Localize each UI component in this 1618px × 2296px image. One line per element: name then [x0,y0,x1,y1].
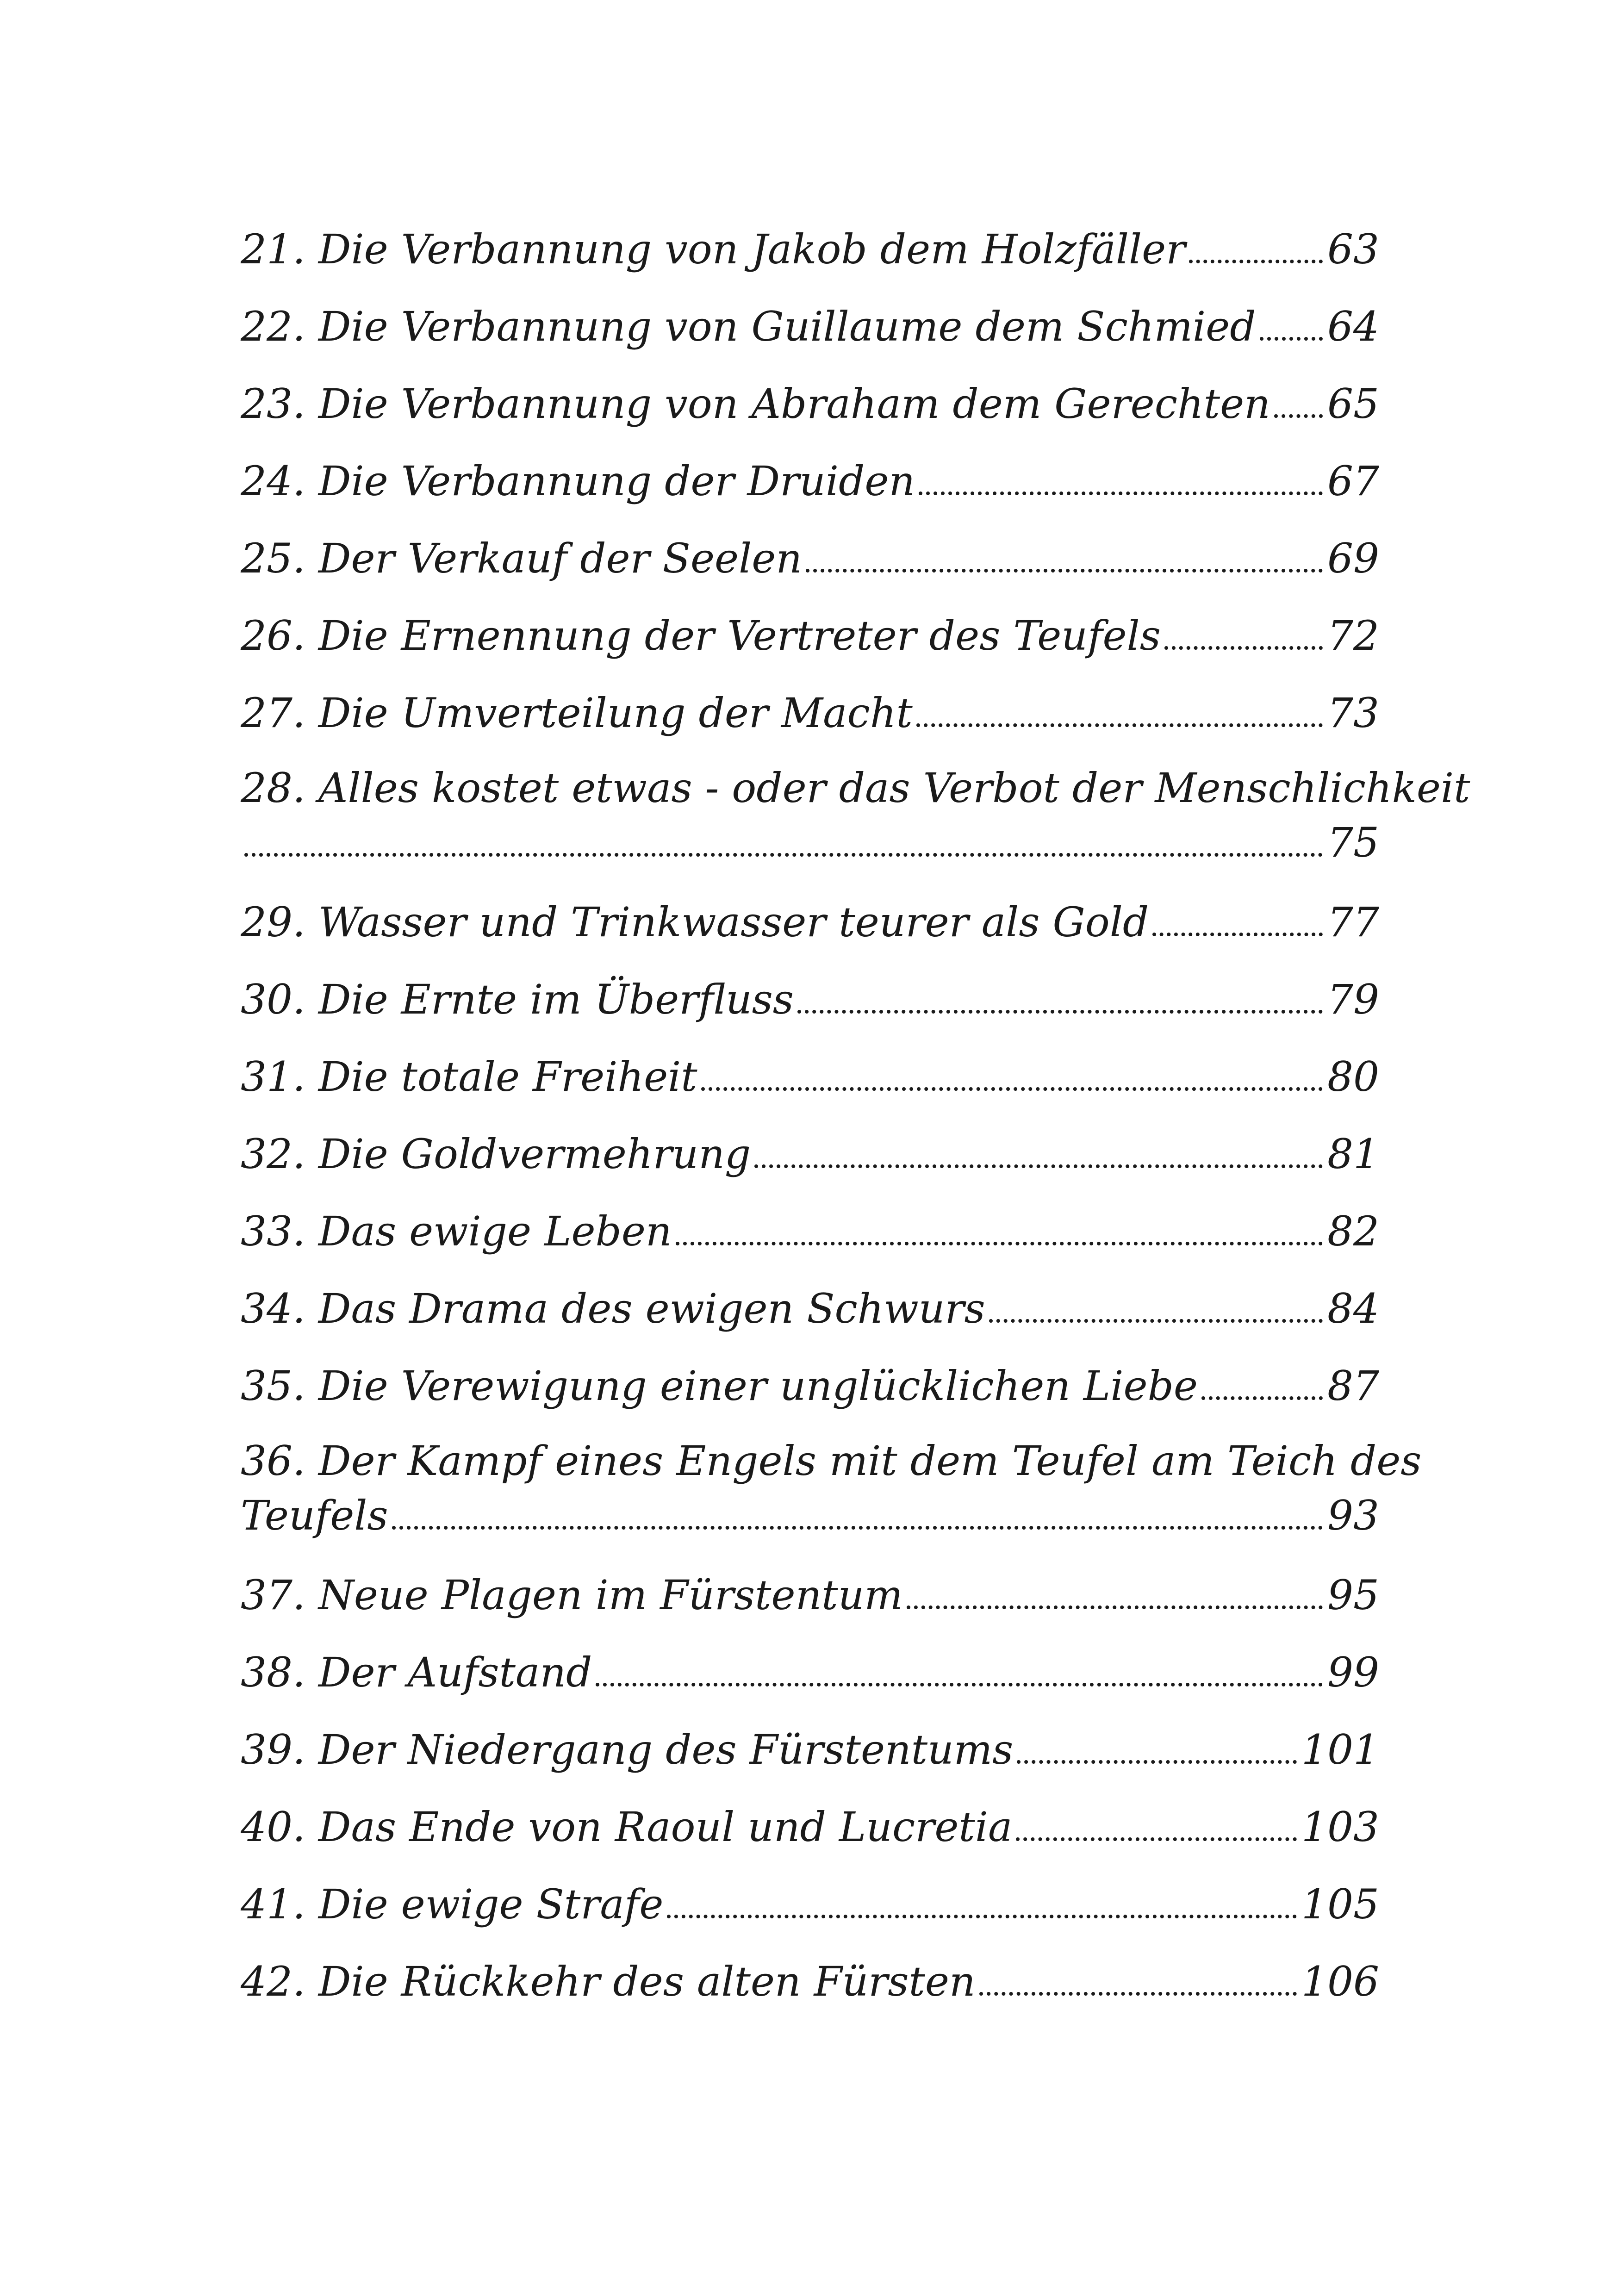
toc-entry-title: 25. Der Verkauf der Seelen [241,535,803,582]
toc-entry-title: 31. Die totale Freiheit [241,1053,697,1101]
dot-leader [979,1992,1297,1996]
toc-entry-page: 82 [1327,1207,1379,1255]
toc-entry-title: 40. Das Ende von Raoul und Lucretia [241,1803,1013,1851]
toc-entry-title: 36. Der Kampf eines Engels mit dem Teufel am Teich des [241,1437,1422,1485]
toc-entry-title: 21. Die Verbannung von Jakob dem Holzfäller [241,225,1186,273]
toc-entry-page: 75 [1327,819,1379,866]
toc-entry [241,961,1379,1038]
toc-entry [241,884,1379,961]
toc-entry-page: 87 [1327,1362,1379,1410]
toc-entry [241,1788,1379,1866]
dot-leader [667,1915,1297,1918]
toc-entry-page: 106 [1301,1958,1379,2005]
toc-entry [241,752,1470,884]
toc-entry-page: 72 [1327,612,1379,660]
toc-entry-title: 26. Die Ernennung der Vertreter des Teufels [241,612,1161,660]
toc-entry-page: 69 [1327,535,1379,582]
toc-entry-continuation [241,815,1379,884]
toc-entry-page: 80 [1327,1053,1379,1101]
toc-entry [241,1943,1379,2020]
toc-entry-title-continued: Teufels [241,1492,388,1539]
toc-entry-continuation [241,1488,1379,1556]
dot-leader [806,569,1323,572]
toc-entry-title: 24. Die Verbannung der Druiden [241,457,915,505]
toc-entry-page: 95 [1327,1571,1379,1619]
dot-leader [1016,1837,1297,1841]
dot-leader [596,1683,1323,1686]
toc-entry-title: 27. Die Umverteilung der Macht [241,689,913,737]
dot-leader [1260,337,1323,341]
toc-entry [241,365,1379,442]
toc-entry [241,1115,1379,1193]
toc-entry-page: 77 [1327,898,1379,946]
toc-entry [241,1634,1379,1711]
toc-entry [241,1556,1379,1634]
dot-leader [989,1319,1323,1323]
dot-leader [754,1164,1323,1168]
toc-entry-page: 101 [1301,1726,1379,1773]
toc-entry-title: 38. Der Aufstand [241,1649,592,1696]
toc-entry [241,520,1379,597]
toc-entry [241,1270,1379,1347]
dot-leader [797,1010,1323,1014]
toc-entry-title: 35. Die Verewigung einer unglücklichen Liebe [241,1362,1198,1410]
toc-entry [241,674,1379,752]
toc-entry-page: 73 [1327,689,1379,737]
toc-entry-page: 93 [1327,1492,1379,1539]
toc-entry-page: 99 [1327,1649,1379,1696]
toc-entry [241,1193,1379,1270]
toc-entry [241,1866,1379,1943]
toc-entry-page: 63 [1327,225,1379,273]
toc-entry-title: 33. Das ewige Leben [241,1207,672,1255]
toc-entry [241,211,1379,288]
toc-entry [241,1347,1379,1425]
toc-entry-title: 29. Wasser und Trinkwasser teurer als Gold [241,898,1149,946]
dot-leader [1152,933,1323,936]
dot-leader [1164,646,1323,650]
dot-leader [392,1526,1323,1530]
toc-entry-title: 32. Die Goldvermehrung [241,1130,751,1178]
dot-leader [919,492,1323,495]
toc-entry [241,1711,1379,1788]
toc-entry-title: 23. Die Verbannung von Abraham dem Gerechten [241,380,1270,428]
dot-leader [1189,260,1323,263]
toc-entry [241,1038,1379,1115]
toc-entry [241,288,1379,365]
toc-entry-page: 65 [1327,380,1379,428]
toc-entry-title: 28. Alles kostet etwas - oder das Verbot der Menschlichkeit [241,764,1470,812]
toc-entry [241,442,1379,520]
toc-entry-page: 67 [1327,457,1379,505]
toc-entry-title: 34. Das Drama des ewigen Schwurs [241,1285,985,1332]
dot-leader [1274,414,1323,418]
toc-entry [241,1425,1422,1556]
dot-leader [907,1605,1323,1609]
toc-entry-page: 64 [1327,303,1379,350]
toc-entry-title: 37. Neue Plagen im Fürstentum [241,1571,903,1619]
toc-entry [241,597,1379,674]
toc-entry-title: 30. Die Ernte im Überfluss [241,976,794,1023]
toc-entry-title: 22. Die Verbannung von Guillaume dem Schmied [241,303,1256,350]
toc-entry-page: 105 [1301,1880,1379,1928]
toc-entry-page: 79 [1327,976,1379,1023]
toc-entry-page: 81 [1327,1130,1379,1178]
toc-entry-page: 103 [1301,1803,1379,1851]
dot-leader [1017,1760,1297,1764]
dot-leader [1201,1396,1323,1400]
dot-leader [916,723,1323,727]
dot-leader [701,1087,1323,1091]
toc-entry-page: 84 [1327,1285,1379,1332]
toc-entry-title: 39. Der Niedergang des Fürstentums [241,1726,1014,1773]
toc-entry-title: 42. Die Rückkehr des alten Fürsten [241,1958,976,2005]
dot-leader [244,853,1323,857]
table-of-contents [241,211,1470,2020]
toc-entry-title: 41. Die ewige Strafe [241,1880,664,1928]
dot-leader [676,1242,1323,1245]
